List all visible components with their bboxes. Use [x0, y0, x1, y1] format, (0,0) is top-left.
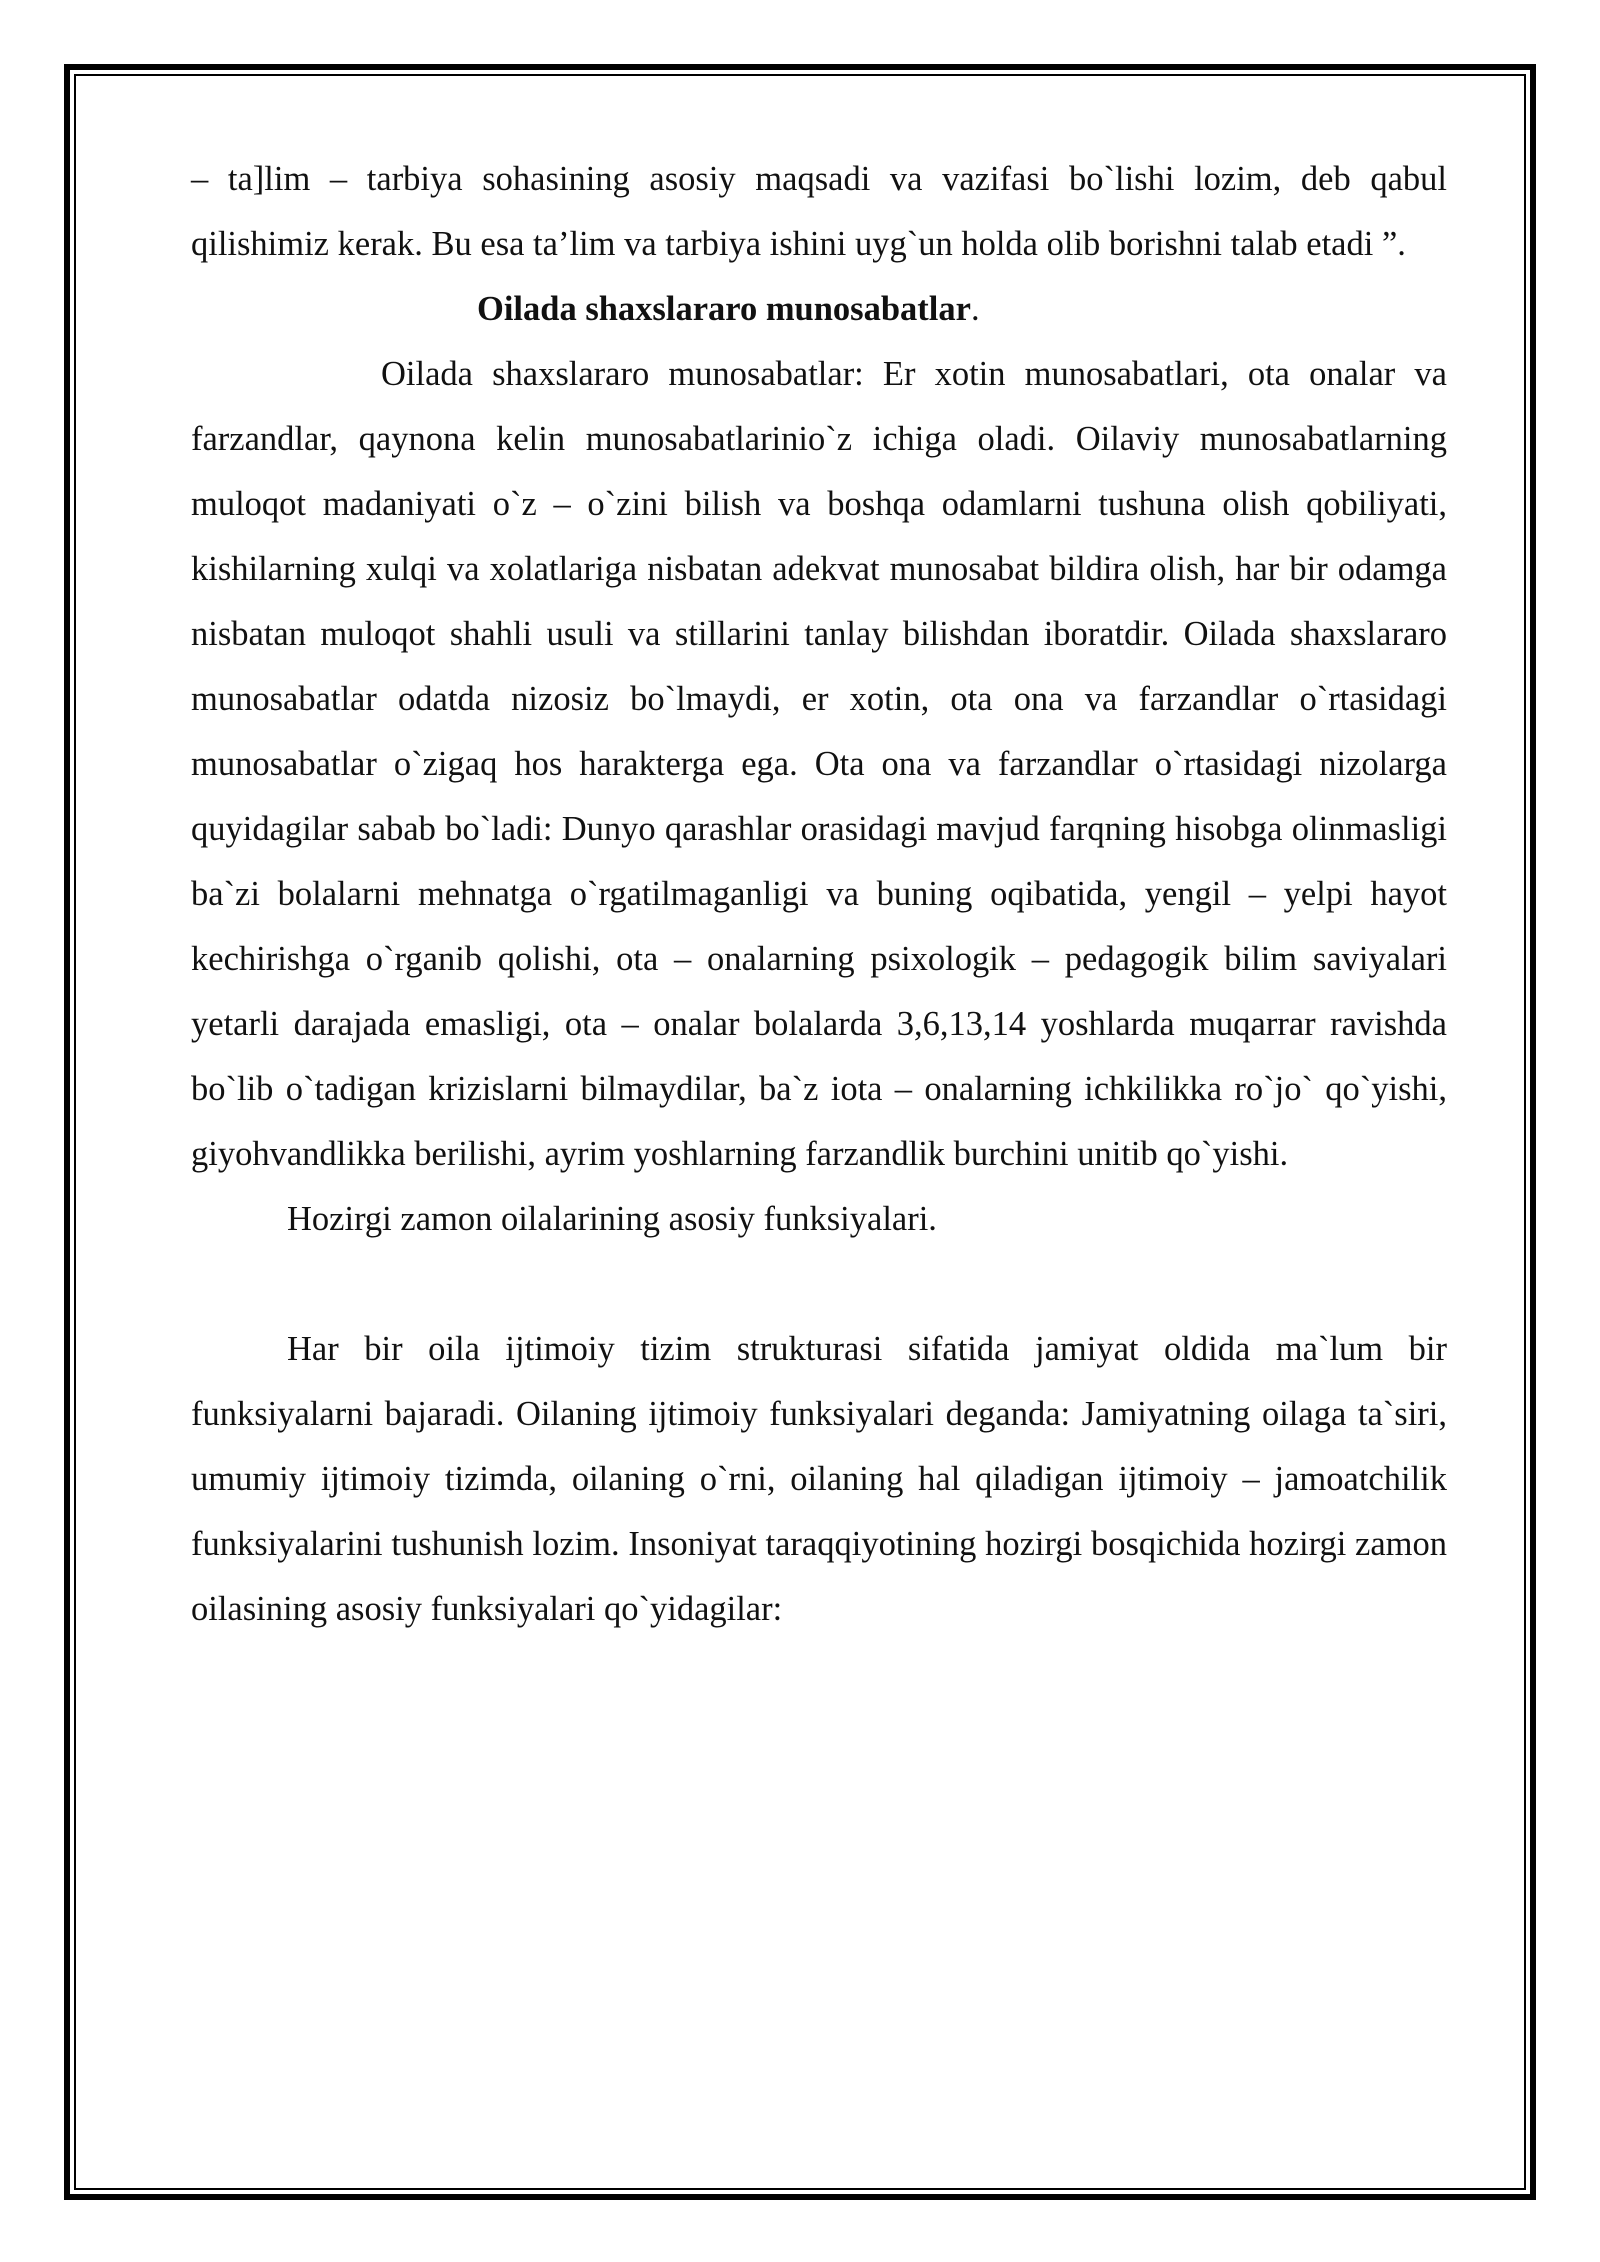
body-paragraph-1: Oilada shaxslararo munosabatlar: Er xotin munosabatlari, ota onalar va farzandlar, qaynona kelin munosabatlarinio`z ichiga oladi. Oilaviy munosabatlarning muloqot madaniyati o`z – o`zini bilish va boshqa odamlarni tushuna olish qobiliyati, kishilarning xulqi va xolatlariga nisbatan adekvat munosabat bildira olish, har bir odamga nisbatan muloqot shahli usuli va stillarini tanlay bilishdan iboratdir. Oilada shaxslararo munosabatlar odatda nizosiz bo`lmaydi, er xotin, ota ona va farzandlar o`rtasidagi munosabatlar o`zigaq hos harakterga ega. Ota ona va farzandlar o`rtasidagi nizolarga quyidagilar sabab bo`ladi: Dunyo qarashlar orasidagi mavjud farqning hisobga olinmasligi ba`zi bolalarni mehnatga o`rgatilmaganligi va buning oqibatida, yengil – yelpi hayot kechirishga o`rganib qolishi, ota – onalarning psixologik – pedagogik bilim saviyalari yetarli darajada emasligi, ota – onalar bolalarda 3,6,13,14 yoshlarda muqarrar ravishda bo`lib o`tadigan krizislarni bilmaydilar, ba`z iota – onalarning ichkilikka ro`jo` qo`yishi, giyohvandlikka berilishi, ayrim yoshlarning farzandlik burchini unitib qo`yishi. — [191, 355, 1447, 1173]
document-body — [191, 147, 1447, 1642]
section-heading-text: Oilada shaxslararo munosabatlar — [477, 290, 971, 328]
section-heading-punct: . — [970, 290, 980, 328]
section-heading — [191, 277, 1447, 342]
body-paragraph-2: Har bir oila ijtimoiy tizim strukturasi sifatida jamiyat oldida ma`lum bir funksiyalarni bajaradi. Oilaning ijtimoiy funksiyalari deganda: Jamiyatning oilaga ta`siri, umumiy ijtimoiy tizimda, oilaning o`rni, oilaning hal qiladigan ijtimoiy – jamoatchilik funksiyalarini tushunish lozim. Insoniyat taraqqiyotining hozirgi bosqichida hozirgi zamon oilasining asosiy funksiyalari qo`yidagilar: — [191, 1330, 1447, 1628]
intro-paragraph: – ta]lim – tarbiya sohasining asosiy maqsadi va vazifasi bo`lishi lozim, deb qabul qilishimiz kerak. Bu esa ta’lim va tarbiya ishini uyg`un holda olib borishni talab etadi ”. — [191, 160, 1447, 263]
blank-line — [191, 1252, 1447, 1317]
subheading: Hozirgi zamon oilalarining asosiy funksiyalari. — [287, 1200, 937, 1238]
